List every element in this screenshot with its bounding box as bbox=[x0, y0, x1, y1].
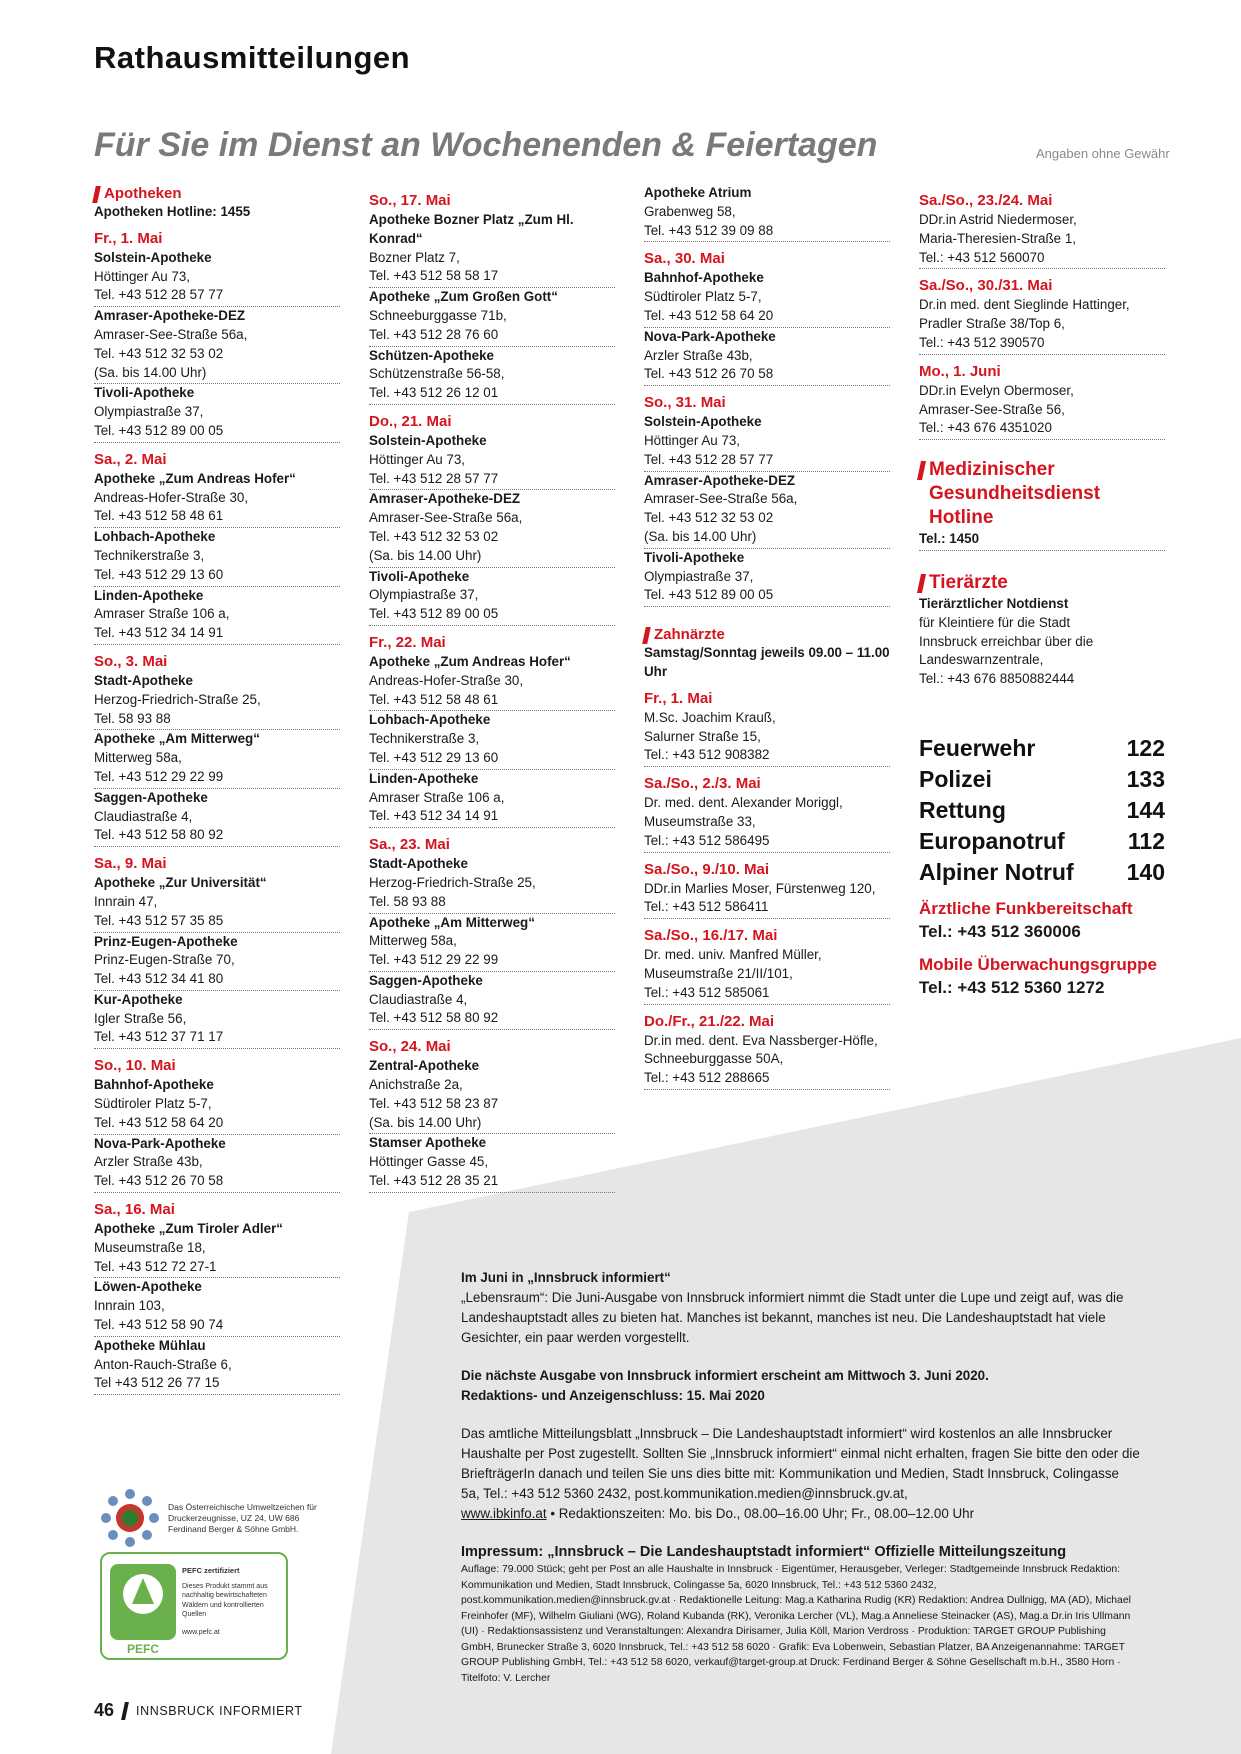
impressum-title: Impressum: „Innsbruck – Die Landeshauptstadt informiert“ Offizielle Mitteilungszeitung bbox=[461, 1544, 1067, 1560]
pharmacy-line: Tel. +43 512 34 14 91 bbox=[94, 625, 224, 641]
pharmacy-name: Stamser Apotheke bbox=[369, 1135, 487, 1151]
pharmacy-entry bbox=[369, 432, 615, 490]
pharmacy-line: Tel. +43 512 58 64 20 bbox=[94, 1114, 224, 1130]
pharmacy-entry bbox=[644, 328, 890, 386]
pharmacy-name: Solstein-Apotheke bbox=[369, 432, 487, 448]
pharmacy-name: Linden-Apotheke bbox=[94, 587, 204, 603]
pharmacy-name: Apotheke „Zur Universität“ bbox=[94, 875, 267, 891]
day-date: Sa., 30. Mai bbox=[644, 250, 725, 268]
pharmacy-line: Südtiroler Platz 5-7, bbox=[94, 1096, 212, 1112]
pharmacy-line: Höttinger Au 73, bbox=[644, 432, 741, 448]
pharmacy-line: Andreas-Hofer-Straße 30, bbox=[369, 672, 524, 688]
pharmacy-name: Linden-Apotheke bbox=[369, 770, 479, 786]
headline: Für Sie im Dienst an Wochenenden & Feiertagen bbox=[94, 126, 878, 164]
pharmacy-line: Tel. +43 512 28 57 77 bbox=[94, 287, 224, 303]
pharmacy-name: Amraser-Apotheke-DEZ bbox=[644, 472, 796, 488]
pharmacy-line: Innrain 103, bbox=[94, 1298, 165, 1314]
pharmacy-line: Höttinger Au 73, bbox=[369, 451, 466, 467]
pefc-text: PEFC zertifiziert Dieses Produkt stammt aus nachhaltig bewirtschafteten Wäldern und kontrollierten Quellen www.pefc.at bbox=[182, 1566, 268, 1636]
pharmacy-line: Amraser-See-Straße 56a, bbox=[369, 510, 523, 526]
pharmacy-line: Tel. +43 512 34 41 80 bbox=[94, 971, 224, 987]
emergency-row bbox=[919, 764, 1165, 795]
day-date: Do., 21. Mai bbox=[369, 412, 452, 430]
pharmacy-line: Herzog-Friedrich-Straße 25, bbox=[94, 691, 261, 707]
pharmacy-name: Tivoli-Apotheke bbox=[369, 568, 470, 584]
pharmacy-line: Höttinger Au 73, bbox=[94, 268, 191, 284]
pharmacy-line: Tel. +43 512 26 70 58 bbox=[94, 1173, 224, 1189]
pharmacy-line: Arzler Straße 43b, bbox=[94, 1154, 203, 1170]
pharmacy-line: (Sa. bis 14.00 Uhr) bbox=[644, 528, 757, 544]
mobile-title: Mobile Überwachungsgruppe bbox=[919, 954, 1158, 974]
pharmacy-name: Apotheke „Zum Andreas Hofer“ bbox=[94, 470, 296, 486]
tieraerzte-lines bbox=[919, 614, 1165, 689]
apotheken-days-col2 bbox=[369, 191, 615, 1193]
pharmacy-entry bbox=[369, 914, 615, 972]
pharmacy-line: (Sa. bis 14.00 Uhr) bbox=[94, 364, 207, 380]
pharmacy-entry bbox=[644, 184, 890, 242]
pharmacy-entry bbox=[369, 288, 615, 346]
funk-tel: Tel.: +43 512 360006 bbox=[919, 921, 1081, 941]
impressum-text: Auflage: 79.000 Stück; geht per Post an alle Haushalte in Innsbruck · Eigentümer, Herausgeber, Verleger: Stadtgemeinde Innsbruck Redaktion: Kommunikation und Medien, Stadt Innsbruck, Colingasse 5a, 6020 Innsbruck, Tel.: +43 512 5360 2432, post.kommunikation.medien@innsbruck.gv.at · Redaktionelle Leitung: Mag.a Katharina Rudig (KR) Redaktion: Andrea Dullnigg, MA (AD), Michael Freinhofer (MF), Wilhelm Giuliani (WG), Roland Kubanda (RK), Veronika Lercher (VL), Mag.a Anneliese Steinacker (AS), Mag.a Dr.in Iris Ullmann (UI) · Redaktionsassistenz und Veranstaltungen: Alexandra Dirisamer, Julia Köll, Marion Verdross · Produktion: TARGET GROUP Publishing GmbH, Brunecker Straße 3, 6020 Innsbruck, Tel.: +43 512 58 6020 · Grafik: Eva Lobenwein, Sebastian Platzer, BA Anzeigenannahme: TARGET GROUP Publishing GmbH, Tel.: +43 512 58 6020, verkauf@target-group.at Druck: Ferdinand Berger & Söhne Gesellschaft m.b.H., 3580 Horn · Titelfoto: V. Lercher bbox=[461, 1564, 1131, 1684]
mobile-tel: Tel.: +43 512 5360 1272 bbox=[919, 977, 1105, 997]
page-number: 46 bbox=[94, 1700, 115, 1720]
pharmacy-line: Grabenweg 58, bbox=[644, 203, 736, 219]
pharmacy-line: Andreas-Hofer-Straße 30, bbox=[94, 489, 249, 505]
dentist-date: Sa./So., 2./3. Mai bbox=[644, 775, 761, 793]
pharmacy-entry bbox=[94, 249, 340, 307]
medizin-section bbox=[919, 458, 1165, 551]
emergency-number: 133 bbox=[1126, 765, 1165, 792]
pharmacy-line: Mitterweg 58a, bbox=[94, 750, 182, 766]
pharmacy-name: Apotheke „Zum Andreas Hofer“ bbox=[369, 653, 571, 669]
tieraerzte-section bbox=[919, 571, 1165, 689]
pharmacy-line: Schützenstraße 56-58, bbox=[369, 366, 505, 382]
pharmacy-name: Apotheke Bozner Platz „Zum Hl. Konrad“ bbox=[369, 212, 574, 246]
pharmacy-entry bbox=[94, 587, 340, 645]
dentist-entry bbox=[644, 880, 890, 920]
pharmacy-entry bbox=[369, 1057, 615, 1134]
pharmacy-entry bbox=[94, 933, 340, 991]
pharmacy-line: Tel. +43 512 34 14 91 bbox=[369, 808, 499, 824]
info-box bbox=[461, 1268, 1141, 1686]
pharmacy-line: Amraser-See-Straße 56a, bbox=[94, 326, 248, 342]
pharmacy-line: Tel. +43 512 58 48 61 bbox=[94, 508, 224, 524]
footer bbox=[94, 1700, 303, 1721]
pharmacy-entry bbox=[369, 855, 615, 913]
umweltzeichen-text: Das Österreichische Umweltzeichen für Druckerzeugnisse, UZ 24, UW 686 Ferdinand Berger & Söhne GmbH. bbox=[168, 1501, 317, 1534]
emergency-row bbox=[919, 857, 1165, 888]
pharmacy-line: Tel. +43 512 32 53 02 bbox=[644, 510, 774, 526]
dentist-date: Sa./So., 9./10. Mai bbox=[644, 860, 770, 878]
pharmacy-line: Tel. +43 512 28 57 77 bbox=[644, 451, 774, 467]
dentist-line: Tel.: +43 512 908382 bbox=[644, 747, 770, 763]
dentist-line: Tel.: +43 512 585061 bbox=[644, 984, 770, 1000]
pharmacy-entry bbox=[369, 568, 615, 626]
dentist-entry bbox=[644, 1032, 890, 1090]
emergency-numbers bbox=[919, 733, 1165, 888]
pharmacy-line: Tel +43 512 26 77 15 bbox=[94, 1375, 220, 1391]
day-date: Fr., 22. Mai bbox=[369, 633, 446, 651]
pharmacy-entry bbox=[644, 269, 890, 327]
slash-icon bbox=[92, 186, 101, 203]
pharmacy-entry bbox=[94, 1076, 340, 1134]
redaktionszeiten: • Redaktionszeiten: Mo. bis Do., 08.00–16.00 Uhr; Fr., 08.00–12.00 Uhr bbox=[546, 1506, 975, 1521]
pharmacy-entry bbox=[369, 1134, 615, 1192]
text-line: Tel.: +43 676 8850882444 bbox=[919, 671, 1075, 687]
day-date: Sa., 9. Mai bbox=[94, 855, 167, 873]
slash-icon bbox=[917, 574, 926, 593]
pharmacy-entry bbox=[94, 672, 340, 730]
dentist-line: Dr.in med. dent. Eva Nassberger-Höfle, bbox=[644, 1032, 878, 1048]
pharmacy-name: Apotheke „Am Mitterweg“ bbox=[94, 731, 260, 747]
pharmacy-entry bbox=[94, 1220, 340, 1278]
ibkinfo-link[interactable]: www.ibkinfo.at bbox=[461, 1506, 547, 1521]
pharmacy-line: Tel. +43 512 32 53 02 bbox=[369, 528, 499, 544]
pharmacy-name: Apotheke Mühlau bbox=[94, 1337, 206, 1353]
pharmacy-entry bbox=[94, 1135, 340, 1193]
pharmacy-line: Tel. +43 512 58 58 17 bbox=[369, 268, 499, 284]
pharmacy-line: Tel. +43 512 28 35 21 bbox=[369, 1173, 499, 1189]
dentist-entry bbox=[919, 211, 1165, 269]
emergency-label: Polizei bbox=[919, 765, 992, 792]
pharmacy-name: Nova-Park-Apotheke bbox=[94, 1135, 226, 1151]
pharmacy-name: Bahnhof-Apotheke bbox=[644, 270, 764, 286]
dentist-line: Amraser-See-Straße 56, bbox=[919, 401, 1065, 417]
pharmacy-line: Olympiastraße 37, bbox=[369, 587, 479, 603]
pharmacy-line: Höttinger Gasse 45, bbox=[369, 1154, 489, 1170]
apotheken-title: Apotheken bbox=[94, 184, 340, 203]
next-issue: Die nächste Ausgabe von Innsbruck informiert erscheint am Mittwoch 3. Juni 2020. bbox=[461, 1368, 989, 1383]
deadline: Redaktions- und Anzeigenschluss: 15. Mai 2020 bbox=[461, 1388, 765, 1403]
pharmacy-line: Schneeburggasse 71b, bbox=[369, 307, 507, 323]
pharmacy-name: Apotheke „Zum Tiroler Adler“ bbox=[94, 1221, 283, 1237]
apotheken-hotline: Apotheken Hotline: 1455 bbox=[94, 204, 251, 219]
slash-icon bbox=[642, 627, 651, 644]
pharmacy-line: Olympiastraße 37, bbox=[94, 404, 204, 420]
column-4 bbox=[919, 184, 1165, 1000]
pharmacy-entry bbox=[94, 1278, 340, 1336]
day-date: So., 17. Mai bbox=[369, 192, 451, 209]
pefc-badge bbox=[100, 1552, 288, 1660]
emergency-row bbox=[919, 826, 1165, 857]
pharmacy-line: Tel. +43 512 72 27-1 bbox=[94, 1258, 217, 1274]
footer-slash-icon bbox=[121, 1702, 129, 1720]
disclaimer: Angaben ohne Gewähr bbox=[1036, 146, 1170, 161]
header bbox=[94, 40, 410, 76]
pharmacy-line: Tel. +43 512 89 00 05 bbox=[94, 422, 224, 438]
umweltzeichen bbox=[100, 1488, 328, 1548]
day-date: So., 24. Mai bbox=[369, 1038, 451, 1056]
pharmacy-entry bbox=[94, 789, 340, 847]
pharmacy-name: Apotheke Atrium bbox=[644, 185, 752, 200]
pharmacy-line: Tel. +43 512 89 00 05 bbox=[369, 606, 499, 622]
pharmacy-line: (Sa. bis 14.00 Uhr) bbox=[369, 1114, 482, 1130]
day-date: Fr., 1. Mai bbox=[94, 229, 163, 247]
pharmacy-line: Tel. +43 512 29 13 60 bbox=[94, 566, 224, 582]
dentist-entry bbox=[919, 382, 1165, 440]
pharmacy-line: Tel. +43 512 28 57 77 bbox=[369, 470, 499, 486]
emergency-number: 122 bbox=[1126, 734, 1165, 761]
pharmacy-name: Saggen-Apotheke bbox=[94, 789, 208, 805]
pharmacy-name: Apotheke „Am Mitterweg“ bbox=[369, 914, 535, 930]
pharmacy-line: Prinz-Eugen-Straße 70, bbox=[94, 952, 235, 968]
dentist-date: Sa./So., 30./31. Mai bbox=[919, 277, 1053, 295]
pharmacy-name: Amraser-Apotheke-DEZ bbox=[369, 491, 521, 507]
pharmacy-name: Bahnhof-Apotheke bbox=[94, 1077, 214, 1093]
pharmacy-line: Tel. +43 512 58 90 74 bbox=[94, 1317, 224, 1333]
pharmacy-line: (Sa. bis 14.00 Uhr) bbox=[369, 547, 482, 563]
pharmacy-line: Tel. +43 512 26 70 58 bbox=[644, 366, 774, 382]
pharmacy-line: Tel. 58 93 88 bbox=[94, 710, 171, 726]
emergency-label: Feuerwehr bbox=[919, 734, 1036, 761]
text-line: Innsbruck erreichbar über die bbox=[919, 633, 1094, 649]
emergency-number: 112 bbox=[1127, 827, 1165, 854]
pharmacy-line: Amraser-See-Straße 56a, bbox=[644, 491, 798, 507]
pharmacy-line: Tel. +43 512 39 09 88 bbox=[644, 222, 774, 238]
pharmacy-line: Anton-Rauch-Straße 6, bbox=[94, 1356, 232, 1372]
day-date: Sa., 16. Mai bbox=[94, 1201, 175, 1219]
day-date: So., 31. Mai bbox=[644, 394, 726, 412]
pharmacy-name: Kur-Apotheke bbox=[94, 991, 183, 1007]
pharmacy-entry bbox=[94, 470, 340, 528]
column-1 bbox=[94, 184, 340, 1395]
dentist-line: M.Sc. Joachim Krauß, bbox=[644, 709, 776, 725]
pharmacy-line: Museumstraße 18, bbox=[94, 1239, 206, 1255]
pharmacy-line: Tel. +43 512 57 35 85 bbox=[94, 912, 224, 928]
pharmacy-entry bbox=[369, 711, 615, 769]
apotheken-days-col3 bbox=[644, 184, 890, 607]
pharmacy-line: Tel. +43 512 89 00 05 bbox=[644, 587, 774, 603]
pharmacy-line: Tel. +43 512 32 53 02 bbox=[94, 345, 224, 361]
pharmacy-entry bbox=[644, 472, 890, 549]
pharmacy-entry bbox=[94, 991, 340, 1049]
pharmacy-name: Solstein-Apotheke bbox=[644, 414, 762, 430]
pharmacy-name: Saggen-Apotheke bbox=[369, 972, 483, 988]
magazine-name: INNSBRUCK INFORMIERT bbox=[136, 1703, 303, 1718]
pharmacy-name: Zentral-Apotheke bbox=[369, 1058, 480, 1074]
dentist-date: Do./Fr., 21./22. Mai bbox=[644, 1012, 775, 1030]
pharmacy-line: Tel. +43 512 28 76 60 bbox=[369, 326, 499, 342]
pharmacy-line: Technikerstraße 3, bbox=[369, 731, 480, 747]
dentist-date: Sa./So., 16./17. Mai bbox=[644, 927, 778, 945]
apotheken-days-col1 bbox=[94, 229, 340, 1395]
umweltzeichen-logo-icon bbox=[100, 1488, 160, 1548]
pharmacy-entry bbox=[369, 211, 615, 288]
dentist-line: Museumstraße 21/II/101, bbox=[644, 965, 793, 981]
medizin-tel: Tel.: 1450 bbox=[919, 530, 1165, 551]
pharmacy-line: Tel. +43 512 58 23 87 bbox=[369, 1095, 499, 1111]
medizin-title: Medizinischer Gesundheitsdienst Hotline bbox=[919, 458, 1165, 530]
zahnaerzte-days-col3 bbox=[644, 689, 890, 1090]
column-3 bbox=[644, 184, 890, 1090]
emergency-row bbox=[919, 795, 1165, 826]
pharmacy-entry bbox=[94, 730, 340, 788]
funk-title: Ärztliche Funkbereitschaft bbox=[919, 898, 1133, 918]
pharmacy-name: Lohbach-Apotheke bbox=[369, 712, 491, 728]
pharmacy-entry bbox=[94, 307, 340, 384]
tieraerzte-subtitle: Tierärztlicher Notdienst bbox=[919, 595, 1069, 611]
pharmacy-line: Amraser Straße 106 a, bbox=[369, 789, 505, 805]
slash-icon bbox=[917, 461, 926, 480]
pharmacy-line: Tel. +43 512 58 80 92 bbox=[369, 1010, 499, 1026]
emergency-label: Alpiner Notruf bbox=[919, 858, 1074, 885]
pharmacy-name: Tivoli-Apotheke bbox=[94, 385, 195, 401]
pefc-logo-icon: PEFC bbox=[110, 1564, 176, 1640]
pharmacy-name: Lohbach-Apotheke bbox=[94, 529, 216, 545]
pharmacy-entry bbox=[94, 528, 340, 586]
dentist-line: Pradler Straße 38/Top 6, bbox=[919, 316, 1065, 332]
pharmacy-line: Tel. +43 512 37 71 17 bbox=[94, 1029, 224, 1045]
dentist-line: Tel.: +43 512 560070 bbox=[919, 249, 1045, 265]
pharmacy-line: Claudiastraße 4, bbox=[94, 808, 193, 824]
dentist-line: Dr.in med. dent Sieglinde Hattinger, bbox=[919, 297, 1130, 313]
day-date: So., 10. Mai bbox=[94, 1057, 176, 1075]
pharmacy-name: Nova-Park-Apotheke bbox=[644, 328, 776, 344]
pharmacy-line: Bozner Platz 7, bbox=[369, 249, 460, 265]
pharmacy-line: Mitterweg 58a, bbox=[369, 933, 457, 949]
pharmacy-line: Igler Straße 56, bbox=[94, 1010, 187, 1026]
pharmacy-entry bbox=[644, 549, 890, 607]
pharmacy-entry bbox=[94, 1337, 340, 1395]
pharmacy-line: Claudiastraße 4, bbox=[369, 991, 468, 1007]
pharmacy-entry bbox=[94, 874, 340, 932]
emergency-number: 144 bbox=[1126, 796, 1165, 823]
pharmacy-line: Tel. 58 93 88 bbox=[369, 893, 446, 909]
pharmacy-line: Innrain 47, bbox=[94, 893, 158, 909]
pharmacy-name: Tivoli-Apotheke bbox=[644, 549, 745, 565]
dentist-line: Tel.: +43 512 288665 bbox=[644, 1070, 770, 1086]
zahnaerzte-title: Zahnärzte bbox=[644, 625, 890, 644]
dentist-date: Fr., 1. Mai bbox=[644, 689, 713, 707]
page-title: Rathausmitteilungen bbox=[94, 40, 411, 75]
pharmacy-line: Tel. +43 512 58 64 20 bbox=[644, 307, 774, 323]
pharmacy-name: Stadt-Apotheke bbox=[94, 672, 193, 688]
day-date: Sa., 23. Mai bbox=[369, 836, 450, 854]
dentist-line: DDr.in Evelyn Obermoser, bbox=[919, 382, 1074, 398]
pharmacy-line: Olympiastraße 37, bbox=[644, 568, 754, 584]
pharmacy-line: Tel. +43 512 58 48 61 bbox=[369, 691, 499, 707]
pharmacy-entry bbox=[369, 653, 615, 711]
dentist-line: Dr. med. univ. Manfred Müller, bbox=[644, 947, 822, 963]
pharmacy-name: Stadt-Apotheke bbox=[369, 856, 468, 872]
juni-title: Im Juni in „Innsbruck informiert“ bbox=[461, 1270, 671, 1285]
juni-text: „Lebensraum“: Die Juni-Ausgabe von Innsbruck informiert nimmt die Stadt unter die Lupe und zeigt auf, was die Landeshauptstadt alles zu bieten hat. Manches ist bekannt, manches ist neu. Die Landeshauptstadt hat viele Gesichter, ein paar werden vorgestellt. bbox=[461, 1290, 1124, 1345]
dentist-line: Tel.: +43 676 4351020 bbox=[919, 420, 1052, 436]
pharmacy-line: Südtiroler Platz 5-7, bbox=[644, 289, 762, 305]
emergency-number: 140 bbox=[1126, 858, 1165, 885]
zahnaerzte-hours: Samstag/Sonntag jeweils 09.00 – 11.00 Uhr bbox=[644, 645, 890, 679]
text-line: für Kleintiere für die Stadt bbox=[919, 614, 1071, 630]
dentist-line: Maria-Theresien-Straße 1, bbox=[919, 230, 1077, 246]
dentist-entry bbox=[919, 296, 1165, 354]
pharmacy-name: Löwen-Apotheke bbox=[94, 1279, 202, 1295]
pharmacy-name: Schützen-Apotheke bbox=[369, 347, 494, 363]
day-date: Sa., 2. Mai bbox=[94, 450, 167, 468]
pharmacy-line: Amraser Straße 106 a, bbox=[94, 606, 230, 622]
dentist-line: DDr.in Marlies Moser, Fürstenweg 120, bbox=[644, 880, 876, 896]
dentist-line: DDr.in Astrid Niedermoser, bbox=[919, 212, 1077, 227]
pharmacy-line: Herzog-Friedrich-Straße 25, bbox=[369, 874, 536, 890]
pharmacy-entry bbox=[369, 770, 615, 828]
pharmacy-entry bbox=[644, 413, 890, 471]
pharmacy-line: Tel. +43 512 58 80 92 bbox=[94, 827, 224, 843]
zahnaerzte-days-col4 bbox=[919, 191, 1165, 440]
pharmacy-entry bbox=[369, 972, 615, 1030]
pharmacy-name: Solstein-Apotheke bbox=[94, 249, 212, 265]
pharmacy-line: Technikerstraße 3, bbox=[94, 547, 205, 563]
pharmacy-name: Apotheke „Zum Großen Gott“ bbox=[369, 289, 558, 305]
dentist-line: Tel.: +43 512 586411 bbox=[644, 899, 769, 915]
dentist-entry bbox=[644, 946, 890, 1004]
day-date: So., 3. Mai bbox=[94, 652, 168, 670]
pharmacy-name: Amraser-Apotheke-DEZ bbox=[94, 308, 246, 324]
pharmacy-entry bbox=[369, 347, 615, 405]
dentist-entry bbox=[644, 709, 890, 767]
dentist-line: Schneeburggasse 50A, bbox=[644, 1051, 784, 1067]
pharmacy-line: Anichstraße 2a, bbox=[369, 1077, 463, 1093]
text-line: Landeswarnzentrale, bbox=[919, 652, 1044, 668]
dentist-line: Dr. med. dent. Alexander Moriggl, bbox=[644, 795, 843, 811]
dentist-line: Salurner Straße 15, bbox=[644, 728, 761, 744]
pharmacy-name: Prinz-Eugen-Apotheke bbox=[94, 933, 238, 949]
pharmacy-line: Arzler Straße 43b, bbox=[644, 347, 753, 363]
dentist-line: Museumstraße 33, bbox=[644, 813, 756, 829]
dentist-line: Tel.: +43 512 390570 bbox=[919, 334, 1045, 350]
pharmacy-line: Tel. +43 512 29 13 60 bbox=[369, 749, 499, 765]
tieraerzte-title: Tierärzte bbox=[919, 571, 1165, 595]
amtlich-text: Das amtliche Mitteilungsblatt „Innsbruck – Die Landeshauptstadt informiert“ wird kostenlos an alle Innsbrucker Haushalte per Post zugestellt. Sollten Sie „Innsbruck informiert“ einmal nicht erhalten, fragen Sie bitte den oder die BriefträgerIn danach und teilen Sie uns dies bitte mit: Kommunikation und Medien, Stadt Innsbruck, Colingasse 5a, Tel.: +43 512 5360 2432, post.kommunikation.medien@innsbruck.gv.at, bbox=[461, 1426, 1140, 1501]
pharmacy-entry bbox=[94, 384, 340, 442]
emergency-label: Rettung bbox=[919, 796, 1006, 823]
dentist-entry bbox=[644, 794, 890, 852]
pharmacy-line: Tel. +43 512 29 22 99 bbox=[369, 952, 499, 968]
pharmacy-line: Tel. +43 512 26 12 01 bbox=[369, 385, 499, 401]
pharmacy-entry bbox=[369, 490, 615, 567]
emergency-label: Europanotruf bbox=[919, 827, 1065, 854]
dentist-date: Sa./So., 23./24. Mai bbox=[919, 192, 1053, 209]
column-2 bbox=[369, 184, 615, 1193]
pharmacy-line: Tel. +43 512 29 22 99 bbox=[94, 768, 224, 784]
dentist-date: Mo., 1. Juni bbox=[919, 362, 1001, 380]
dentist-line: Tel.: +43 512 586495 bbox=[644, 832, 770, 848]
emergency-row bbox=[919, 733, 1165, 764]
